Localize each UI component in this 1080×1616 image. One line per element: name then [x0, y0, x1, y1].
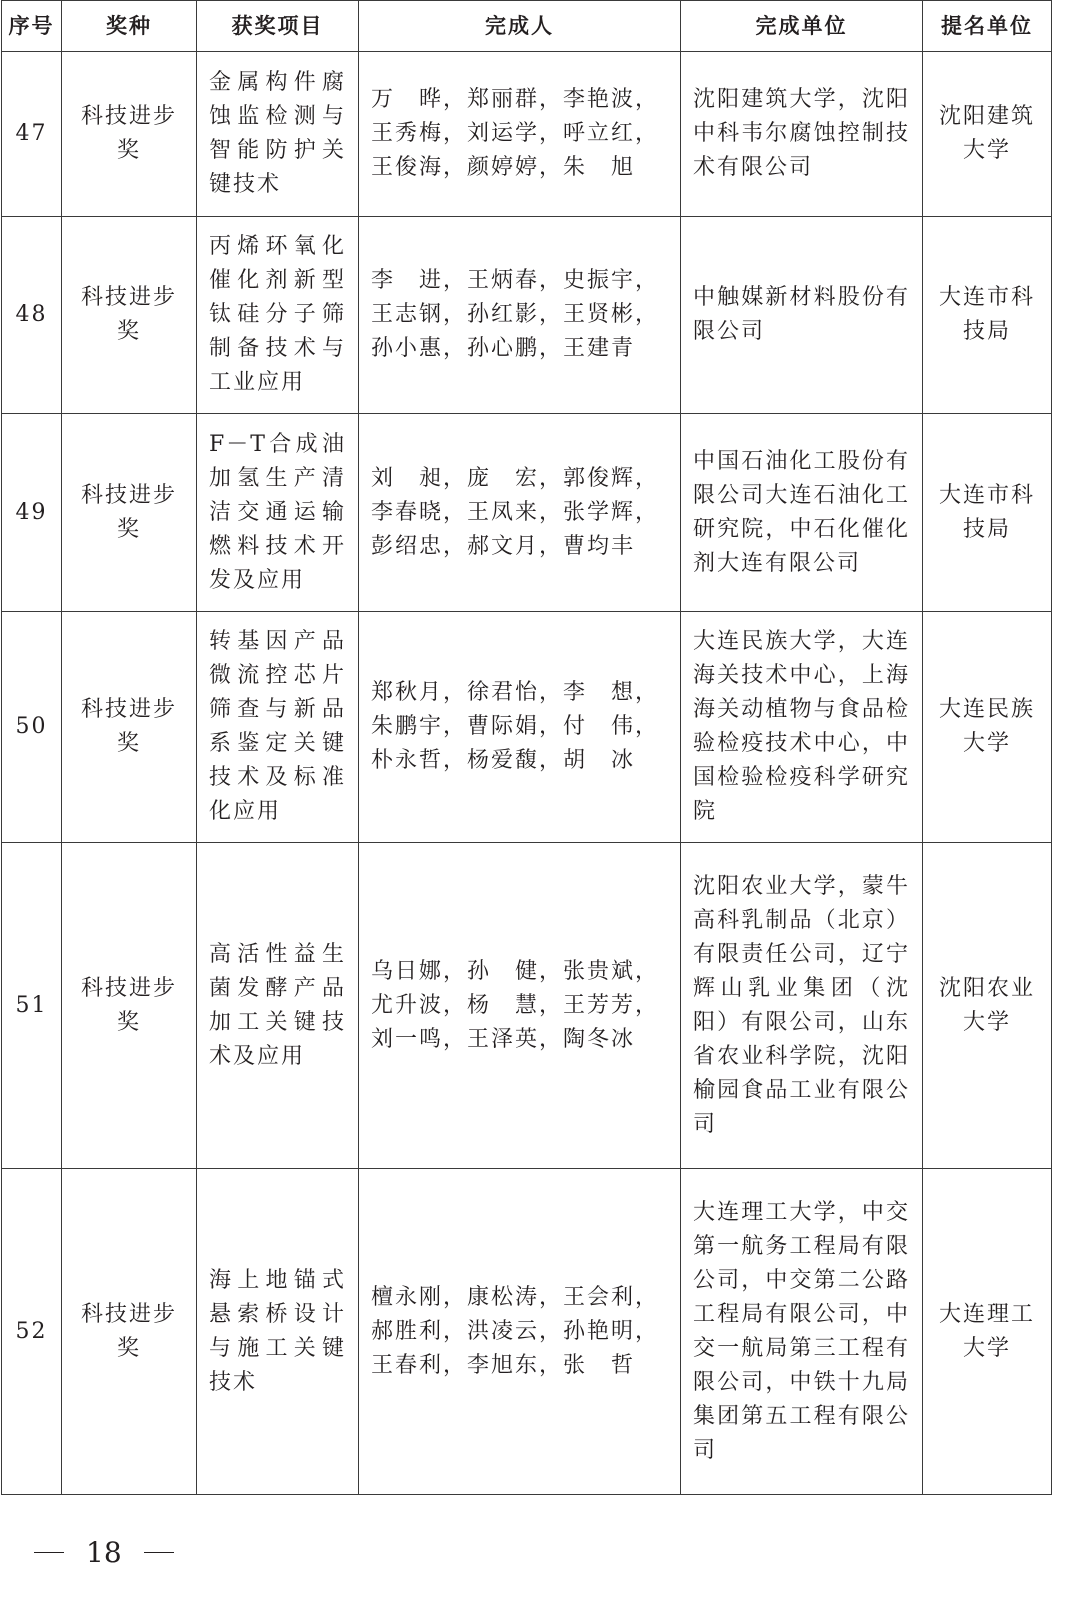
completion-units: 大连理工大学，中交第一航务工程局有限公司，中交第二公路工程局有限公司，中交一航局第三工程有限公司，中铁十九局集团第五工程有限公司 [681, 1169, 923, 1495]
award-type: 科技进步奖 [62, 217, 197, 414]
nominating-unit: 大连市科技局 [923, 217, 1052, 414]
award-type: 科技进步奖 [62, 52, 197, 217]
award-type: 科技进步奖 [62, 612, 197, 843]
row-number: 52 [2, 1169, 62, 1495]
project-name: 丙烯环氧化催化剂新型钛硅分子筛制备技术与工业应用 [197, 217, 359, 414]
header-project: 获奖项目 [197, 1, 359, 52]
nominating-unit: 大连民族大学 [923, 612, 1052, 843]
completers-line: 王秀梅，刘运学，呼立红， [371, 121, 660, 146]
completion-units: 中触媒新材料股份有限公司 [681, 217, 923, 414]
header-completers: 完成人 [359, 1, 681, 52]
completers-line: 彭绍忠，郝文月，曹均丰 [371, 533, 636, 559]
completers-line: 朱鹏宇，曹际娟，付 伟， [371, 714, 660, 739]
nominating-unit: 大连市科技局 [923, 414, 1052, 612]
completers-line: 李 进，王炳春，史振宇， [371, 268, 660, 293]
completers-line: 王春利，李旭东，张 哲 [371, 1352, 636, 1378]
completers-line: 孙小惠，孙心鹏，王建青 [371, 336, 636, 361]
nominating-unit: 沈阳农业大学 [923, 843, 1052, 1169]
row-number: 51 [2, 843, 62, 1169]
completers-line: 郑秋月，徐君怡，李 想， [371, 680, 660, 705]
completers-line: 尤升波，杨 慧，王芳芳， [371, 992, 660, 1018]
table-row [2, 414, 1052, 612]
completers-line: 郝胜利，洪凌云，孙艳明， [371, 1318, 660, 1344]
project-name: 金属构件腐蚀监检测与智能防护关键技术 [197, 52, 359, 217]
completers-line: 刘 昶，庞 宏，郭俊辉， [371, 465, 660, 491]
page-footer [34, 1536, 174, 1569]
completers-line: 朴永哲，杨爱馥，胡 冰 [371, 748, 636, 773]
page-number: 18 [86, 1536, 122, 1569]
award-type: 科技进步奖 [62, 414, 197, 612]
project-name: 转基因产品微流控芯片筛查与新品系鉴定关键技术及标准化应用 [197, 612, 359, 843]
completers [359, 612, 681, 843]
footer-dash-left [34, 1552, 64, 1554]
table-row [2, 1169, 1052, 1495]
completers-line: 王俊海，颜婷婷，朱 旭 [371, 155, 636, 180]
project-name: 高活性益生菌发酵产品加工关键技术及应用 [197, 843, 359, 1169]
completers [359, 843, 681, 1169]
completion-units: 中国石油化工股份有限公司大连石油化工研究院，中石化催化剂大连有限公司 [681, 414, 923, 612]
award-type: 科技进步奖 [62, 1169, 197, 1495]
completers-line: 万 晔，郑丽群，李艳波， [371, 87, 660, 112]
header-units: 完成单位 [681, 1, 923, 52]
completion-units: 沈阳建筑大学，沈阳中科韦尔腐蚀控制技术有限公司 [681, 52, 923, 217]
row-number: 49 [2, 414, 62, 612]
nominating-unit: 大连理工大学 [923, 1169, 1052, 1495]
row-number: 48 [2, 217, 62, 414]
header-award-type: 奖种 [62, 1, 197, 52]
completers [359, 217, 681, 414]
row-number: 50 [2, 612, 62, 843]
nominating-unit: 沈阳建筑大学 [923, 52, 1052, 217]
table-row [2, 52, 1052, 217]
row-number: 47 [2, 52, 62, 217]
table-row [2, 217, 1052, 414]
completion-units: 大连民族大学，大连海关技术中心，上海海关动植物与食品检验检疫技术中心，中国检验检疫科学研究院 [681, 612, 923, 843]
completers-line: 李春晓，王凤来，张学辉， [371, 499, 660, 525]
header-nominator: 提名单位 [923, 1, 1052, 52]
completers-line: 乌日娜，孙 健，张贵斌， [371, 958, 660, 984]
award-type: 科技进步奖 [62, 843, 197, 1169]
completers-line: 檀永刚，康松涛，王会利， [371, 1284, 660, 1310]
award-table [1, 0, 1052, 1495]
table-row [2, 612, 1052, 843]
project-name: F－T合成油加氢生产清洁交通运输燃料技术开发及应用 [197, 414, 359, 612]
completers [359, 1169, 681, 1495]
header-row [2, 1, 1052, 52]
completers [359, 414, 681, 612]
completers-line: 刘一鸣，王泽英，陶冬冰 [371, 1026, 636, 1052]
completers-line: 王志钢，孙红影，王贤彬， [371, 302, 660, 327]
table-row [2, 843, 1052, 1169]
header-number: 序号 [2, 1, 62, 52]
footer-dash-right [144, 1552, 174, 1554]
completers [359, 52, 681, 217]
completion-units: 沈阳农业大学，蒙牛高科乳制品（北京）有限责任公司，辽宁辉山乳业集团（沈阳）有限公司，山东省农业科学院，沈阳榆园食品工业有限公司 [681, 843, 923, 1169]
project-name: 海上地锚式悬索桥设计与施工关键技术 [197, 1169, 359, 1495]
